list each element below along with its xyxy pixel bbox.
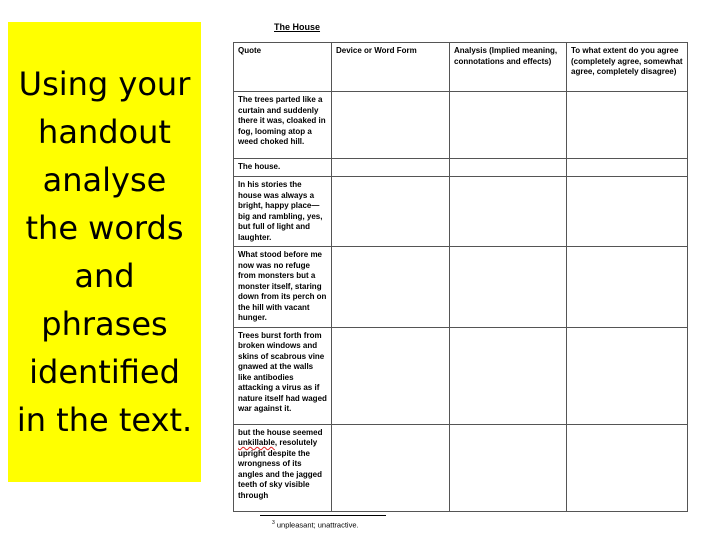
device-cell — [332, 424, 450, 511]
quote-text: , resolutely upright despite the wrongness of its angles and the jagged teeth of sky visible through — [238, 438, 323, 500]
instruction-panel — [8, 22, 201, 482]
table-row — [234, 247, 688, 328]
spellcheck-flagged-word: unkillable — [238, 438, 275, 447]
footnote-mark: 3 — [272, 520, 275, 526]
table-row — [234, 327, 688, 424]
column-header-agreement: To what extent do you agree (completely agree, somewhat agree, completely disagree) — [567, 43, 688, 92]
analysis-cell — [450, 247, 567, 328]
analysis-cell — [450, 424, 567, 511]
agreement-cell — [567, 177, 688, 247]
analysis-cell — [450, 92, 567, 159]
agreement-cell — [567, 92, 688, 159]
column-header-analysis: Analysis (Implied meaning, connotations and effects) — [450, 43, 567, 92]
column-header-device: Device or Word Form — [332, 43, 450, 92]
agreement-cell — [567, 424, 688, 511]
agreement-cell — [567, 247, 688, 328]
quote-cell: The house. — [234, 159, 332, 177]
table-row — [234, 159, 688, 177]
quote-text: but the house seemed — [238, 427, 323, 437]
analysis-table — [233, 42, 688, 512]
table-row — [234, 424, 688, 511]
column-header-quote: Quote — [234, 43, 332, 92]
instruction-text: Using your handout analyse the words and phrases identified in the text. — [16, 65, 193, 439]
device-cell — [332, 327, 450, 424]
quote-cell — [234, 424, 332, 511]
device-cell — [332, 92, 450, 159]
quote-cell: Trees burst forth from broken windows and skins of scabrous vine gnawed at the walls like antibodies attacking a virus as if nature itself had waged war against it. — [234, 327, 332, 424]
quote-cell: What stood before me now was no refuge from monsters but a monster itself, staring down from its perch on the hill with vacant hunger. — [234, 247, 332, 328]
footnote-text: unpleasant; unattractive. — [276, 520, 359, 530]
analysis-cell — [450, 177, 567, 247]
analysis-cell — [450, 327, 567, 424]
agreement-cell — [567, 327, 688, 424]
device-cell — [332, 177, 450, 247]
quote-cell: In his stories the house was always a bright, happy place—big and rambling, yes, but full of light and laughter. — [234, 177, 332, 247]
table-row — [234, 92, 688, 159]
footnote-divider — [260, 515, 386, 516]
analysis-cell — [450, 159, 567, 177]
quote-cell: The trees parted like a curtain and suddenly there it was, cloaked in fog, looming atop a weed choked hill. — [234, 92, 332, 159]
agreement-cell — [567, 159, 688, 177]
footnote — [272, 520, 359, 530]
device-cell — [332, 159, 450, 177]
table-row — [234, 177, 688, 247]
device-cell — [332, 247, 450, 328]
document-title: The House — [274, 22, 321, 32]
table-header-row — [234, 43, 688, 92]
